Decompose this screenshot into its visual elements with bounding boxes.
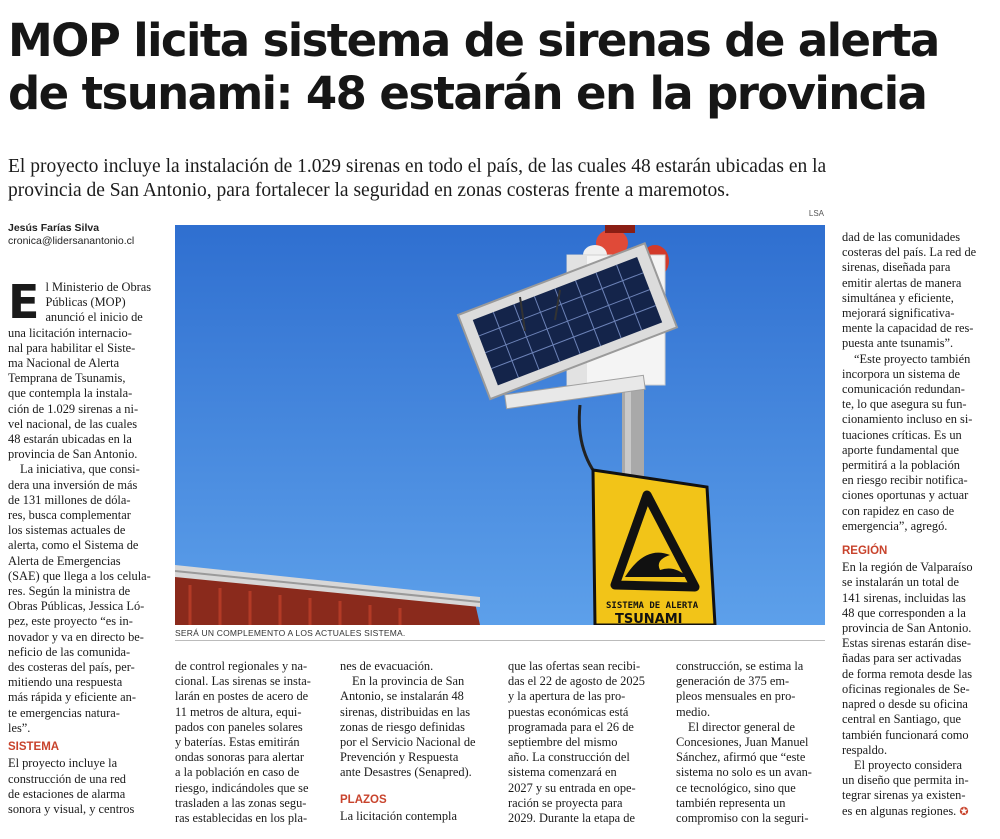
siren-tower-illustration bbox=[175, 225, 825, 625]
text-line: ante Desastres (Senapred). bbox=[340, 765, 472, 780]
text-line: des costeras del país, per- bbox=[8, 660, 135, 675]
text-line: septiembre del mismo bbox=[508, 735, 618, 750]
text-line: en riesgo recibir notifica- bbox=[842, 473, 968, 488]
text-line: riesgo, indicándoles que se bbox=[175, 780, 309, 795]
paragraph-continued bbox=[8, 478, 158, 736]
end-of-article-icon: ✪ bbox=[959, 804, 969, 818]
text-line: dera una inversión de más bbox=[8, 477, 138, 492]
text-line: anunció el inicio de bbox=[45, 310, 143, 325]
text-line: cional. Las sirenas se insta- bbox=[175, 674, 311, 689]
article-column-4 bbox=[508, 659, 661, 826]
text-line: los sistemas actuales de bbox=[8, 523, 126, 538]
text-line: alerta, como el Sistema de bbox=[8, 538, 139, 553]
text-line: 141 sirenas, incluidas las bbox=[842, 590, 966, 605]
text-line: 2029. Durante la etapa de bbox=[508, 811, 635, 826]
text-line: permitirá a la población bbox=[842, 458, 961, 473]
text-line: ce tecnológico, sino que bbox=[676, 780, 796, 795]
text-line: nes de evacuación. bbox=[340, 659, 434, 673]
text-line: El director general de bbox=[688, 719, 795, 734]
text-line: novador y va en directo be- bbox=[8, 629, 144, 644]
text-line: te, lo que asegura su fun- bbox=[842, 397, 967, 412]
text-line: un diseño que permita in- bbox=[842, 773, 969, 788]
subheadline bbox=[8, 155, 998, 203]
paragraph bbox=[340, 809, 493, 824]
text-line-last bbox=[842, 804, 994, 819]
text-line: provincia de San Antonio. bbox=[8, 447, 138, 462]
paragraph bbox=[175, 659, 328, 826]
text-line: les”. bbox=[8, 720, 31, 735]
text-line: emitir alertas de manera bbox=[842, 275, 962, 290]
paragraph bbox=[340, 674, 493, 780]
headline-line-1: MOP licita sistema de sirenas de alerta bbox=[8, 14, 939, 67]
text-line: cionamiento incluso en si- bbox=[842, 412, 973, 427]
text-line: 48 estarán ubicadas en la bbox=[8, 432, 132, 447]
text-line: de control regionales y na- bbox=[175, 659, 308, 673]
text-line: Concesiones, Juan Manuel bbox=[676, 735, 809, 750]
author-name: Jesús Farías Silva bbox=[8, 222, 100, 234]
text-line: mente la capacidad de res- bbox=[842, 321, 974, 336]
text-line: ma Nacional de Alerta bbox=[8, 356, 120, 371]
text-line: dad de las comunidades bbox=[842, 230, 961, 244]
text-line: El proyecto incluye la bbox=[8, 756, 118, 771]
headline-line-2: de tsunami: 48 estarán en la provincia bbox=[8, 67, 927, 120]
text-line: Prevención y Respuesta bbox=[340, 750, 459, 765]
text-line: neficio de las comunida- bbox=[8, 644, 131, 659]
text-line: puesta ante tsunamis”. bbox=[842, 336, 954, 351]
text-line: mitiendo una respuesta bbox=[8, 675, 123, 690]
paragraph bbox=[842, 352, 994, 534]
text-line: das el 22 de agosto de 2025 bbox=[508, 674, 645, 689]
text-line: también funcionará como bbox=[842, 727, 969, 742]
article-column-2 bbox=[175, 659, 328, 826]
paragraph bbox=[8, 462, 158, 477]
text-line: ración se proyecta para bbox=[508, 795, 623, 810]
text-line: pados con paneles solares bbox=[175, 719, 303, 734]
text-line: costeras del país. La red de bbox=[842, 245, 977, 260]
section-heading-plazos: PLAZOS bbox=[340, 793, 387, 806]
text-line: La iniciativa, que consi- bbox=[20, 462, 140, 477]
text-line: ondas sonoras para alertar bbox=[175, 750, 305, 765]
text-line: de 131 millones de dóla- bbox=[8, 492, 131, 507]
article-column-5 bbox=[676, 659, 826, 826]
subhead-line-1: El proyecto incluye la instalación de 1.029 sirenas en todo el país, de las cuales 48 estarán ubicadas en la bbox=[8, 156, 827, 177]
text-line: año. La construcción del bbox=[508, 750, 630, 765]
paragraph bbox=[842, 230, 994, 352]
caption-divider bbox=[175, 640, 825, 641]
text-line: En la región de Valparaíso bbox=[842, 560, 973, 575]
paragraph bbox=[676, 720, 826, 826]
sign-text-1: SISTEMA DE ALERTA bbox=[606, 601, 699, 611]
text-line: pleos mensuales en pro- bbox=[676, 689, 796, 704]
text-line: programada para el 26 de bbox=[508, 719, 634, 734]
text-line: respaldo. bbox=[842, 742, 888, 757]
text-line: simultánea y eficiente, bbox=[842, 290, 954, 305]
text-line: pez, este proyecto “es in- bbox=[8, 614, 133, 629]
text-line: emergencia”, agregó. bbox=[842, 518, 948, 533]
text-line: con rapidez en caso de bbox=[842, 503, 955, 518]
text-line: mejorará significativa- bbox=[842, 306, 955, 321]
text-line: te emergencias natura- bbox=[8, 705, 120, 720]
text-line: Antonio, se instalarán 48 bbox=[340, 689, 464, 704]
text-line: ras establecidas en los pla- bbox=[175, 811, 308, 826]
text-line: comunicación redundan- bbox=[842, 382, 965, 397]
text-line: sirenas, distribuidas en las bbox=[340, 704, 471, 719]
paragraph bbox=[8, 756, 158, 817]
sky bbox=[175, 225, 825, 625]
text-line: se instalarán un total de bbox=[842, 575, 959, 590]
text-line: res, busca complementar bbox=[8, 508, 131, 523]
text-line: aporte fundamental que bbox=[842, 442, 959, 457]
section-heading-region: REGIÓN bbox=[842, 545, 888, 558]
text-line: 48 que corresponden a la bbox=[842, 605, 966, 620]
article-column-1 bbox=[8, 275, 158, 817]
text-line: y la apertura de las pro- bbox=[508, 689, 626, 704]
text-line: Temprana de Tsunamis, bbox=[8, 371, 126, 386]
text-line: por el Servicio Nacional de bbox=[340, 735, 476, 750]
text-line: más rápida y eficiente an- bbox=[8, 690, 136, 705]
text-line: sistema comenzará en bbox=[508, 765, 617, 780]
text-line: sonora y visual, y centros bbox=[8, 801, 135, 816]
text-line: sistema no solo es un avan- bbox=[676, 765, 812, 780]
paragraph-intro bbox=[8, 275, 158, 462]
article-photo bbox=[175, 225, 825, 625]
text-line: 11 metros de altura, equi- bbox=[175, 704, 302, 719]
paragraph bbox=[842, 758, 994, 819]
text-line: y baterías. Estas emitirán bbox=[175, 735, 300, 750]
text-line: sirenas, diseñada para bbox=[842, 260, 951, 275]
drop-cap: E bbox=[8, 275, 40, 329]
text-line: de estaciones de alarma bbox=[8, 786, 126, 801]
text-line: compromiso con la seguri- bbox=[676, 811, 809, 826]
sign-text-2: TSUNAMI bbox=[615, 612, 683, 625]
text-line: medio. bbox=[676, 704, 711, 719]
text-line: tuaciones críticas. Es un bbox=[842, 427, 962, 442]
text-line: tegrar sirenas ya existen- bbox=[842, 788, 966, 803]
text-line: también representa un bbox=[676, 795, 786, 810]
text-line: (SAE) que llega a los celula- bbox=[8, 568, 151, 583]
text-line: construcción, se estima la bbox=[676, 659, 804, 673]
text-line: ciones oportunas y actuar bbox=[842, 488, 969, 503]
text-line: incorpora un sistema de bbox=[842, 366, 961, 381]
tsunami-sign bbox=[593, 470, 715, 625]
text-line: zonas de riesgo definidas bbox=[340, 719, 465, 734]
paragraph bbox=[340, 659, 493, 674]
text-line: central en Santiago, que bbox=[842, 712, 962, 727]
author-email: cronica@lidersanantonio.cl bbox=[8, 235, 135, 247]
text-line: que las ofertas sean recibi- bbox=[508, 659, 641, 673]
text-line: a la población en caso de bbox=[175, 765, 300, 780]
text-line: Alerta de Emergencias bbox=[8, 553, 121, 568]
text-line: larán en postes de acero de bbox=[175, 689, 309, 704]
text-line: Obras Públicas, Jessica Ló- bbox=[8, 599, 145, 614]
text-line: trasladen a las zonas segu- bbox=[175, 795, 307, 810]
article-column-3 bbox=[340, 659, 493, 824]
text-line: En la provincia de San bbox=[352, 674, 465, 689]
photo-credit: LSA bbox=[808, 209, 824, 218]
text-line: ñadas para ser activadas bbox=[842, 651, 962, 666]
text-line: “Este proyecto también bbox=[854, 351, 971, 366]
paragraph bbox=[508, 659, 661, 826]
text-line: generación de 375 em- bbox=[676, 674, 790, 689]
text-line: Estas sirenas estarán dise- bbox=[842, 636, 972, 651]
subhead-line-2: provincia de San Antonio, para fortalecer la seguridad en zonas costeras frente a maremotos. bbox=[8, 180, 730, 201]
text-line: puestas económicas está bbox=[508, 704, 629, 719]
text-line: oficinas regionales de Se- bbox=[842, 681, 970, 696]
section-heading-sistema: SISTEMA bbox=[8, 741, 60, 754]
text-line: que contempla la instala- bbox=[8, 386, 133, 401]
headline bbox=[8, 14, 998, 120]
text-line: construcción de una red bbox=[8, 771, 127, 786]
text-line: El proyecto considera bbox=[854, 757, 963, 772]
text-line: nal para habilitar el Siste- bbox=[8, 340, 136, 355]
article-column-6 bbox=[842, 230, 994, 819]
text-line: es en algunas regiones. bbox=[842, 803, 957, 818]
text-line: Sánchez, afirmó que “este bbox=[676, 750, 806, 765]
text-line: res. Según la ministra de bbox=[8, 584, 131, 599]
text-line: La licitación contempla bbox=[340, 808, 457, 823]
text-line: napred o desde su oficina bbox=[842, 697, 968, 712]
text-line: ción de 1.029 sirenas a ni- bbox=[8, 401, 139, 416]
text-line: de forma remota desde las bbox=[842, 666, 973, 681]
photo-caption: SERÁ UN COMPLEMENTO A LOS ACTUALES SISTEMA. bbox=[175, 628, 406, 638]
text-line: l Ministerio de Obras bbox=[45, 280, 152, 294]
text-line: provincia de San Antonio. bbox=[842, 621, 972, 636]
byline bbox=[8, 222, 134, 248]
text-line: una licitación internacio- bbox=[8, 325, 132, 340]
text-line: vel nacional, de las cuales bbox=[8, 416, 138, 431]
text-line: 2027 y su entrada en ope- bbox=[508, 780, 636, 795]
paragraph bbox=[676, 659, 826, 720]
text-line: Públicas (MOP) bbox=[45, 295, 126, 310]
paragraph bbox=[842, 560, 994, 758]
